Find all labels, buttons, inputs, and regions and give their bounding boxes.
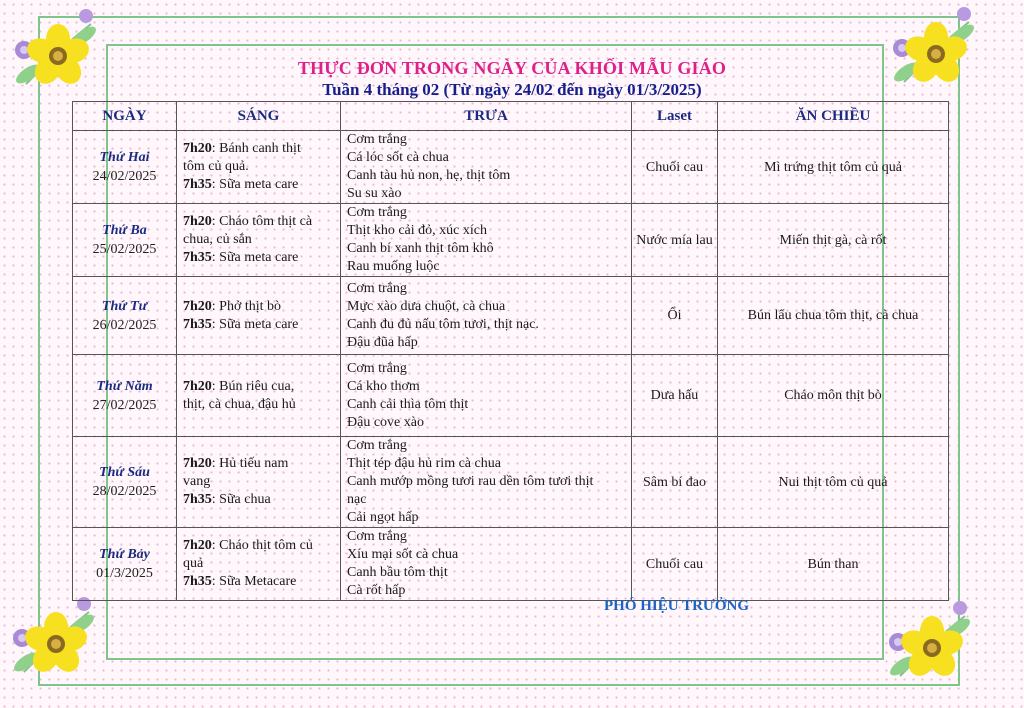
lunch-item: Canh tàu hủ non, hẹ, thịt tôm [347, 168, 511, 183]
day-name: Thứ Bảy [99, 547, 150, 562]
lunch-item: Cà rốt hấp [347, 583, 406, 598]
lunch-item: Cơm trắng [347, 205, 407, 220]
morning-line [183, 537, 334, 555]
lunch-cell [341, 528, 632, 601]
lunch-item: Su su xào [347, 186, 402, 201]
meal-text: : Sữa meta care [211, 316, 299, 332]
afternoon-cell: Mì trứng thịt tôm củ quả [718, 131, 949, 204]
meal-text: : Cháo tôm thịt cà [211, 214, 313, 229]
day-date: 26/02/2025 [92, 317, 157, 333]
meal-time: 7h20 [183, 538, 212, 553]
table-row [73, 437, 949, 528]
header-snack: Laset [632, 102, 718, 131]
meal-text: : Cháo thịt tôm củ [211, 538, 313, 553]
morning-line [183, 316, 334, 334]
menu-subtitle: Tuần 4 tháng 02 (Từ ngày 24/02 đến ngày 01/3/2025) [322, 80, 702, 99]
lunch-item: Cá lóc sốt cà chua [347, 150, 449, 165]
day-name: Thứ Năm [96, 378, 153, 394]
day-name: Thứ Sáu [99, 465, 150, 480]
meal-text: : Bún riêu cua, [211, 378, 295, 394]
morning-cell [177, 528, 341, 601]
lunch-cell [341, 277, 632, 355]
table-row [73, 277, 949, 355]
lunch-item: Mực xào dưa chuột, cà chua [347, 298, 506, 314]
morning-cell [177, 204, 341, 277]
morning-line [183, 573, 334, 591]
meal-text: : Hủ tiếu nam [211, 456, 289, 471]
morning-line [183, 455, 334, 473]
meal-text: thịt, cà chua, đậu hủ [183, 396, 296, 412]
day-name: Thứ Tư [101, 298, 148, 314]
morning-cell [177, 277, 341, 355]
signature-title: PHÓ HIỆU TRƯỞNG [604, 598, 750, 614]
day-date: 28/02/2025 [92, 484, 157, 499]
day-name: Thứ Hai [99, 150, 150, 165]
lunch-item: Canh bầu tôm thịt [347, 565, 448, 580]
meal-time: 7h20 [183, 141, 212, 156]
morning-line [183, 298, 334, 316]
afternoon-cell: Bún lẩu chua tôm thịt, cà chua [718, 277, 949, 355]
header-morning: SÁNG [177, 102, 341, 131]
day-date: 24/02/2025 [92, 169, 157, 184]
meal-text: quả [183, 556, 204, 571]
lunch-item: Canh mướp mồng tươi rau dền tôm tươi thịt [347, 474, 594, 489]
meal-time: 7h35 [183, 177, 212, 192]
lunch-cell [341, 355, 632, 437]
lunch-item: nạc [347, 492, 367, 507]
table-header-row [73, 102, 949, 131]
morning-cell [177, 355, 341, 437]
afternoon-cell: Bún than [718, 528, 949, 601]
snack-cell: Chuối cau [632, 528, 718, 601]
day-name: Thứ Ba [102, 223, 147, 238]
header-lunch: TRƯA [341, 102, 632, 131]
menu-title: THỰC ĐƠN TRONG NGÀY CỦA KHỐI MẪU GIÁO [297, 58, 727, 78]
snack-cell: Chuối cau [632, 131, 718, 204]
morning-cell [177, 131, 341, 204]
lunch-item: Canh bí xanh thịt tôm khô [347, 241, 494, 256]
meal-text: tôm củ quả. [183, 159, 249, 174]
meal-time: 7h20 [183, 456, 212, 471]
lunch-item: Thịt kho cải đỏ, xúc xích [347, 223, 487, 238]
morning-cell [177, 437, 341, 528]
lunch-cell [341, 131, 632, 204]
meal-time: 7h20 [183, 214, 212, 229]
lunch-item: Xíu mại sốt cà chua [347, 547, 459, 562]
day-cell [73, 131, 177, 204]
flower-icon [880, 596, 980, 696]
lunch-item: Canh cải thìa tôm thịt [347, 396, 469, 412]
morning-line [183, 140, 334, 158]
lunch-item: Đậu đũa hấp [347, 334, 418, 350]
day-date: 25/02/2025 [92, 242, 157, 257]
day-cell [73, 204, 177, 277]
meal-text: : Phở thịt bò [211, 298, 282, 314]
day-cell [73, 355, 177, 437]
day-date: 27/02/2025 [92, 397, 157, 413]
snack-cell: Sâm bí đao [632, 437, 718, 528]
snack-cell: Dưa hấu [632, 355, 718, 437]
lunch-item: Canh đu đủ nấu tôm tươi, thịt nạc. [347, 316, 539, 332]
morning-line [183, 213, 334, 231]
morning-line [183, 378, 334, 396]
table-row [73, 204, 949, 277]
lunch-item: Cơm trắng [347, 280, 407, 296]
lunch-item: Rau muống luộc [347, 259, 440, 274]
meal-text: : Sữa meta care [211, 177, 299, 192]
lunch-item: Cá kho thơm [347, 378, 420, 394]
day-date: 01/3/2025 [96, 566, 153, 581]
day-cell [73, 528, 177, 601]
meal-time: 7h35 [183, 316, 212, 332]
header-afternoon: ĂN CHIỀU [718, 102, 949, 131]
day-cell [73, 437, 177, 528]
table-row [73, 355, 949, 437]
morning-line [183, 158, 334, 176]
meal-text: : Sữa Metacare [211, 574, 297, 589]
lunch-cell [341, 437, 632, 528]
lunch-item: Cơm trắng [347, 360, 407, 376]
morning-line [183, 176, 334, 194]
table-row [73, 528, 949, 601]
morning-line [183, 473, 334, 491]
afternoon-cell: Cháo môn thịt bò [718, 355, 949, 437]
menu-table [72, 101, 949, 601]
meal-text: : Sữa chua [211, 492, 271, 507]
morning-line [183, 249, 334, 267]
lunch-item: Cơm trắng [347, 438, 407, 453]
afternoon-cell: Nui thịt tôm củ quả [718, 437, 949, 528]
snack-cell: Nước mía lau [632, 204, 718, 277]
meal-time: 7h20 [183, 378, 212, 394]
lunch-item: Thịt tép đậu hủ rim cà chua [347, 456, 501, 471]
day-cell [73, 277, 177, 355]
morning-line [183, 231, 334, 249]
meal-time: 7h20 [183, 298, 212, 314]
meal-text: : Sữa meta care [211, 250, 299, 265]
meal-text: chua, củ sắn [183, 232, 252, 247]
meal-text: vang [183, 474, 211, 489]
meal-time: 7h35 [183, 250, 212, 265]
lunch-item: Cơm trắng [347, 529, 407, 544]
lunch-cell [341, 204, 632, 277]
afternoon-cell: Miến thịt gà, cà rốt [718, 204, 949, 277]
snack-cell: Ổi [632, 277, 718, 355]
morning-line [183, 396, 334, 414]
meal-time: 7h35 [183, 492, 212, 507]
morning-line [183, 555, 334, 573]
table-row [73, 131, 949, 204]
lunch-item: Đậu cove xào [347, 414, 424, 430]
flower-icon [4, 592, 104, 692]
morning-line [183, 491, 334, 509]
meal-time: 7h35 [183, 574, 212, 589]
header-day: NGÀY [73, 102, 177, 131]
lunch-item: Cơm trắng [347, 132, 407, 147]
meal-text: : Bánh canh thịt [211, 141, 301, 156]
lunch-item: Cải ngọt hấp [347, 510, 419, 525]
